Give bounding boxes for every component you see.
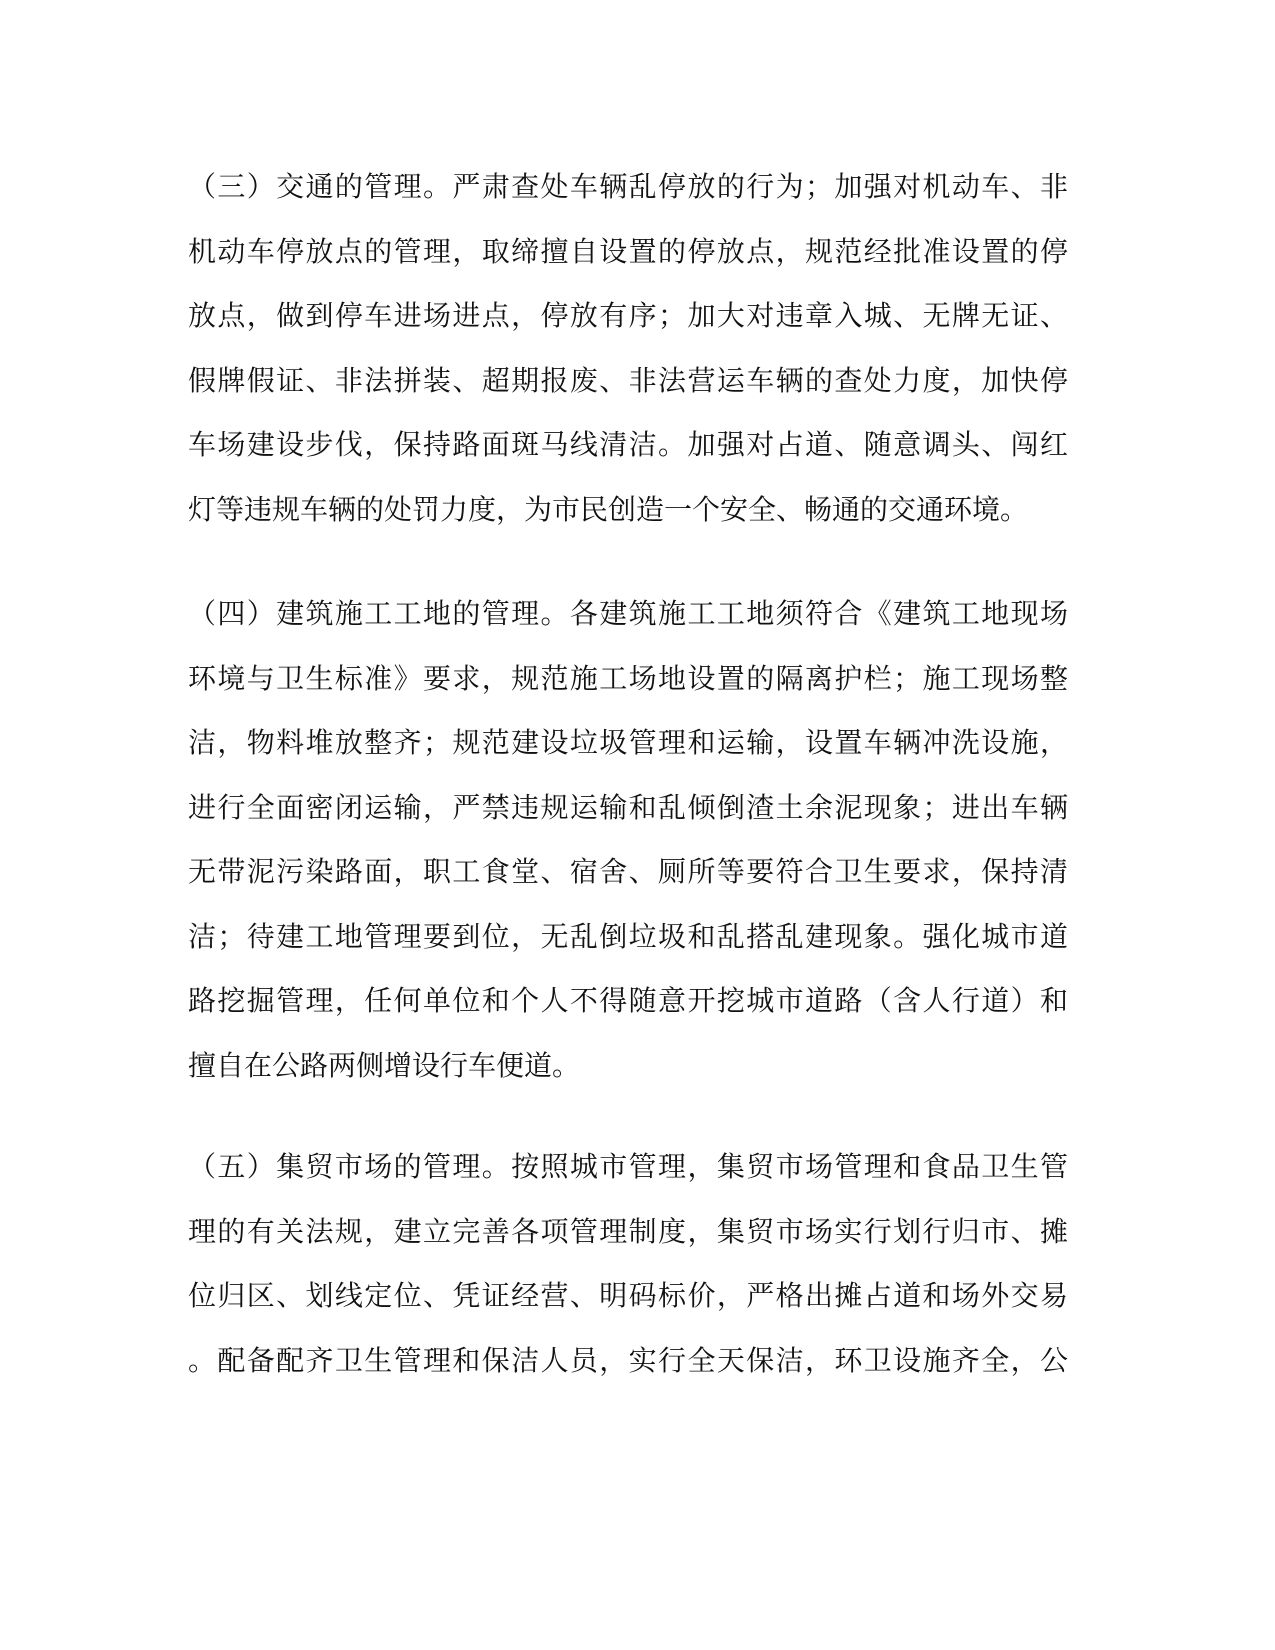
paragraph-construction-site-management xyxy=(188,582,1068,1098)
text-line: 车场建设步伐，保持路面斑马线清洁。加强对占道、随意调头、闯红 xyxy=(188,428,1068,461)
text-line: 灯等违规车辆的处罚力度，为市民创造一个安全、畅通的交通环境。 xyxy=(188,492,1029,526)
paragraph-market-management xyxy=(188,1135,1068,1393)
text-line: 路挖掘管理，任何单位和个人不得随意开挖城市道路（含人行道）和 xyxy=(188,984,1068,1017)
text-line: （五）集贸市场的管理。按照城市管理，集贸市场管理和食品卫生管 xyxy=(188,1150,1068,1183)
paragraph-traffic-management xyxy=(188,155,1068,542)
text-line: 。配备配齐卫生管理和保洁人员，实行全天保洁，环卫设施齐全，公 xyxy=(188,1343,1068,1377)
text-line: 理的有关法规，建立完善各项管理制度，集贸市场实行划行归市、摊 xyxy=(188,1214,1068,1248)
text-line: 放点，做到停车进场进点，停放有序；加大对违章入城、无牌无证、 xyxy=(188,299,1068,332)
text-line: （四）建筑施工工地的管理。各建筑施工工地须符合《建筑工地现场 xyxy=(188,597,1068,630)
text-line: 进行全面密闭运输，严禁违规运输和乱倾倒渣土余泥现象；进出车辆 xyxy=(188,790,1068,824)
text-line: 机动车停放点的管理，取缔擅自设置的停放点，规范经批准设置的停 xyxy=(188,234,1068,268)
text-line: 位归区、划线定位、凭证经营、明码标价，严格出摊占道和场外交易 xyxy=(188,1279,1068,1312)
text-line: 无带泥污染路面，职工食堂、宿舍、厕所等要符合卫生要求，保持清 xyxy=(188,855,1068,888)
text-line: （三）交通的管理。严肃查处车辆乱停放的行为；加强对机动车、非 xyxy=(188,170,1068,203)
text-line: 环境与卫生标准》要求，规范施工场地设置的隔离护栏；施工现场整 xyxy=(188,661,1068,695)
text-line: 洁，物料堆放整齐；规范建设垃圾管理和运输，设置车辆冲洗设施， xyxy=(188,726,1068,759)
text-line: 洁；待建工地管理要到位，无乱倒垃圾和乱搭乱建现象。强化城市道 xyxy=(188,919,1068,953)
text-line: 擅自在公路两侧增设行车便道。 xyxy=(188,1048,581,1082)
text-line: 假牌假证、非法拼装、超期报废、非法营运车辆的查处力度，加快停 xyxy=(188,363,1068,397)
